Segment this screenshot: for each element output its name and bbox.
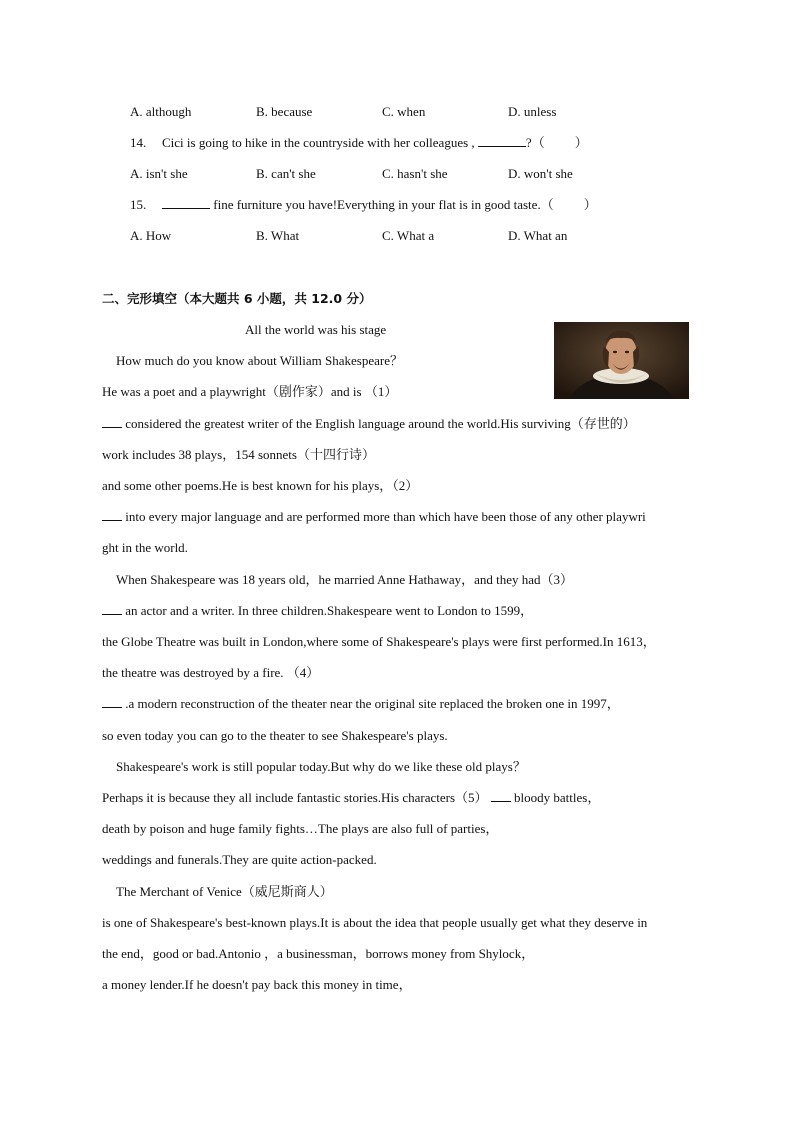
blank-1[interactable] — [102, 415, 122, 428]
q15-number: 15. — [130, 197, 147, 212]
q14-question — [130, 134, 588, 152]
passage-line: ght in the world. — [102, 540, 188, 555]
q14-option-d[interactable]: D. won't she — [508, 166, 573, 181]
q14-option-c[interactable]: C. hasn't she — [382, 166, 448, 181]
q13-options — [130, 103, 690, 121]
q14-number: 14. — [130, 135, 147, 150]
q14-option-b[interactable]: B. can't she — [256, 166, 316, 181]
passage-line: is one of Shakespeare's best-known plays.It is about the idea that people usually get what they deserve in — [102, 915, 648, 930]
passage-line: When Shakespeare was 18 years old，he married Anne Hathaway，and they had（3） — [116, 572, 574, 587]
passage-line: weddings and funerals.They are quite action-packed. — [102, 852, 377, 867]
passage-line: so even today you can go to the theater to see Shakespeare's plays. — [102, 728, 448, 743]
blank-4[interactable] — [102, 695, 122, 708]
blank-3[interactable] — [102, 602, 122, 615]
blank-5[interactable] — [491, 789, 511, 802]
q14-option-a[interactable]: A. isn't she — [130, 166, 188, 181]
q15-question — [130, 196, 597, 214]
q15-close: ） — [583, 197, 597, 212]
passage-line: He was a poet and a playwright（剧作家）and is （1） — [102, 384, 398, 399]
passage-line — [102, 695, 620, 713]
passage-line-text: into every major language and are performed more than which have been those of any other playwri — [125, 509, 646, 524]
q15-option-a[interactable]: A. How — [130, 228, 172, 243]
q14-text: Cici is going to hike in the countryside with her colleagues , — [162, 135, 475, 150]
q15-option-c[interactable]: C. What a — [382, 228, 435, 243]
q13-option-b[interactable]: B. because — [256, 104, 313, 119]
q14-tail: ?（ — [525, 135, 545, 150]
passage-line-text: bloody battles， — [514, 790, 601, 805]
q15-option-b[interactable]: B. What — [256, 228, 300, 243]
passage-line: the Globe Theatre was built in London,where some of Shakespeare's plays were first performed.In 1613， — [102, 634, 656, 649]
passage-line-text: considered the greatest writer of the English language around the world.His surviving（存世的） — [125, 416, 636, 431]
passage-line: the theatre was destroyed by a fire. （4） — [102, 665, 320, 680]
passage-line: work includes 38 plays，154 sonnets（十四行诗） — [102, 447, 375, 462]
blank-2[interactable] — [102, 508, 122, 521]
passage-line: The Merchant of Venice（威尼斯商人） — [116, 884, 333, 899]
passage-line — [102, 602, 533, 620]
passage-title: All the world was his stage — [245, 322, 387, 337]
passage-line-text: .a modern reconstruction of the theater near the original site replaced the broken one in 1997， — [125, 696, 620, 711]
passage-line: a money lender.If he doesn't pay back this money in time， — [102, 977, 412, 992]
q14-answer-blank[interactable] — [478, 134, 526, 147]
passage-line-text: Perhaps it is because they all include fantastic stories.His characters（5） — [102, 790, 488, 805]
passage-line: Shakespeare's work is still popular today.But why do we like these old plays？ — [116, 759, 526, 774]
passage-line — [102, 508, 646, 526]
section-title: 二、完形填空（本大题共 6 小题，共 12.0 分） — [102, 291, 372, 306]
passage-line — [102, 789, 600, 807]
q15-text: fine furniture you have!Everything in your flat is in good taste.（ — [213, 197, 554, 212]
passage-line: the end，good or bad.Antonio ，a businessman，borrows money from Shylock， — [102, 946, 535, 961]
passage-line: How much do you know about William Shakespeare？ — [116, 353, 403, 368]
q15-options — [130, 227, 690, 245]
passage-line: and some other poems.He is best known for his plays，（2） — [102, 478, 419, 493]
shakespeare-portrait — [554, 322, 689, 399]
q15-option-d[interactable]: D. What an — [508, 228, 568, 243]
passage-line: death by poison and huge family fights…The plays are also full of parties， — [102, 821, 499, 836]
passage-line-text: an actor and a writer. In three children.Shakespeare went to London to 1599， — [125, 603, 534, 618]
q13-option-c[interactable]: C. when — [382, 104, 426, 119]
q14-options — [130, 165, 690, 183]
q15-answer-blank[interactable] — [162, 196, 210, 209]
passage-line — [102, 415, 636, 433]
q14-close: ） — [574, 135, 588, 150]
q13-option-a[interactable]: A. although — [130, 104, 192, 119]
q13-option-d[interactable]: D. unless — [508, 104, 557, 119]
